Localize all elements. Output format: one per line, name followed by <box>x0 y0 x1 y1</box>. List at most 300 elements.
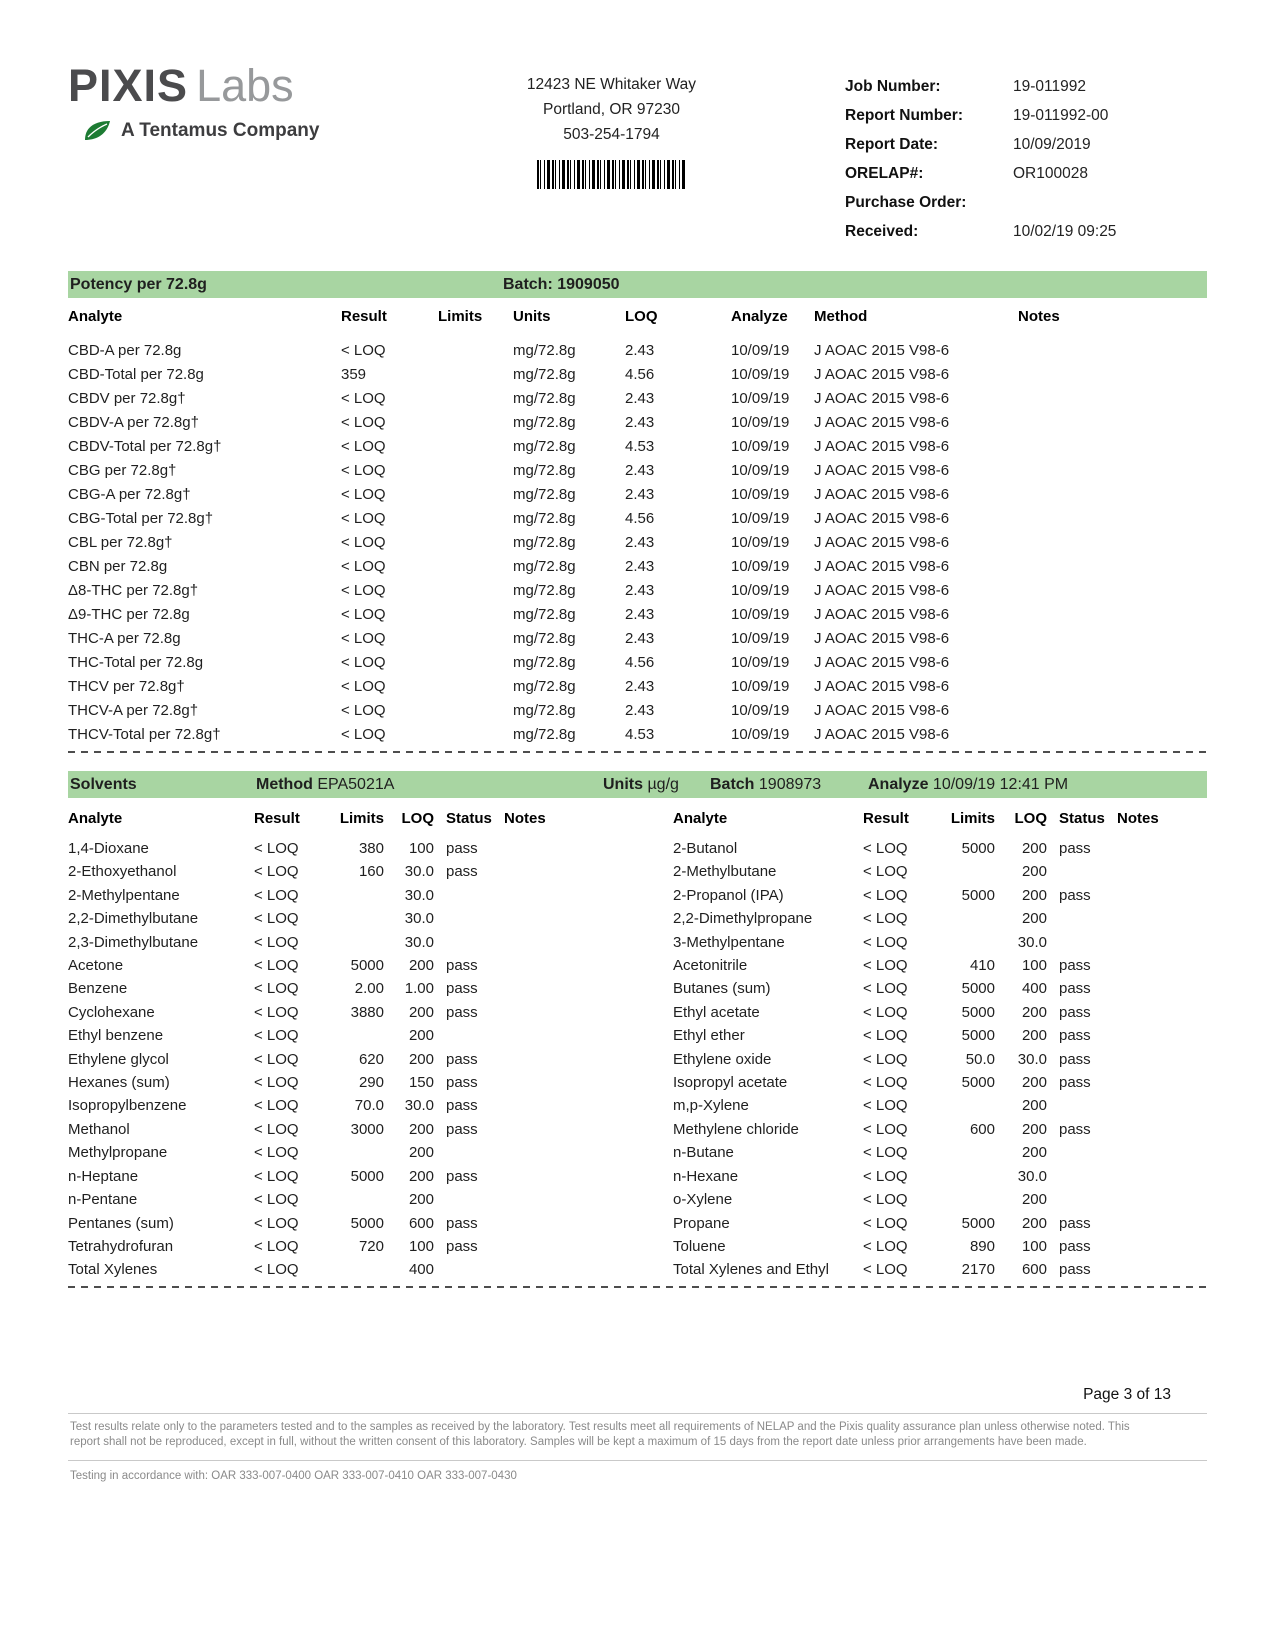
table-cell <box>1117 907 1207 930</box>
table-cell: pass <box>1059 1050 1091 1068</box>
table-cell <box>1117 1258 1207 1281</box>
table-cell <box>504 1188 558 1211</box>
table-cell: 200 <box>1021 840 1047 857</box>
job-number-row <box>845 72 1207 101</box>
table-row <box>673 1071 1207 1094</box>
table-cell <box>943 1165 1007 1188</box>
table-cell: 2,2-Dimethylbutane <box>68 910 199 928</box>
table-cell <box>438 627 513 651</box>
table-cell: < LOQ <box>254 1097 299 1115</box>
report-footer <box>68 1386 1207 1482</box>
purchase-order-row <box>845 188 1207 217</box>
table-row <box>68 1165 558 1188</box>
table-cell: J AOAC 2015 V98-6 <box>814 630 950 647</box>
table-cell <box>943 931 1007 954</box>
solvents-left-header-row <box>68 798 558 837</box>
table-row <box>68 1001 558 1024</box>
table-cell <box>1117 1071 1207 1094</box>
table-cell: 2.43 <box>625 342 655 359</box>
table-cell: 890 <box>969 1237 995 1255</box>
table-cell: Methylene chloride <box>673 1120 799 1138</box>
table-cell: < LOQ <box>341 486 386 503</box>
table-cell: mg/72.8g <box>513 510 576 527</box>
table-cell: pass <box>446 980 478 998</box>
table-row <box>68 1141 558 1164</box>
table-cell: J AOAC 2015 V98-6 <box>814 510 950 527</box>
table-cell: 5000 <box>961 1027 995 1045</box>
table-cell: < LOQ <box>254 1027 299 1045</box>
table-cell: < LOQ <box>254 863 299 881</box>
table-cell <box>1117 884 1207 907</box>
table-cell: 10/09/19 <box>731 582 790 599</box>
table-cell <box>1018 627 1207 651</box>
potency-header-row <box>68 298 1207 339</box>
table-cell: J AOAC 2015 V98-6 <box>814 558 950 575</box>
potency-batch: Batch: 1909050 <box>503 276 620 293</box>
table-cell: CBG per 72.8g† <box>68 462 177 479</box>
table-cell: < LOQ <box>863 863 908 881</box>
table-cell: 200 <box>408 1050 434 1068</box>
table-cell: 200 <box>1021 1003 1047 1021</box>
table-cell <box>1018 339 1207 363</box>
table-cell: mg/72.8g <box>513 414 576 431</box>
table-row <box>68 627 1207 651</box>
table-cell: 30.0 <box>404 886 434 904</box>
table-row <box>68 1024 558 1047</box>
table-cell <box>1117 1048 1207 1071</box>
table-cell <box>504 1165 558 1188</box>
table-cell: < LOQ <box>341 654 386 671</box>
table-cell <box>438 411 513 435</box>
table-cell <box>1117 1188 1207 1211</box>
table-cell: mg/72.8g <box>513 606 576 623</box>
table-cell: 2.43 <box>625 534 655 551</box>
table-cell <box>334 1024 396 1047</box>
table-cell <box>1018 387 1207 411</box>
table-cell: Ethylene glycol <box>68 1050 169 1068</box>
table-cell: pass <box>1059 840 1091 857</box>
table-cell: < LOQ <box>254 1003 299 1021</box>
table-cell: < LOQ <box>254 1237 299 1255</box>
potency-section-bar <box>68 271 1207 298</box>
table-cell: J AOAC 2015 V98-6 <box>814 582 950 599</box>
table-row <box>68 411 1207 435</box>
table-cell: 200 <box>408 1003 434 1021</box>
table-cell: pass <box>446 1167 478 1185</box>
table-cell: 10/09/19 <box>731 534 790 551</box>
table-row <box>68 1235 558 1258</box>
table-cell <box>1117 1094 1207 1117</box>
table-cell: mg/72.8g <box>513 702 576 719</box>
table-cell <box>334 1188 396 1211</box>
table-row <box>68 435 1207 459</box>
table-cell <box>504 1258 558 1281</box>
table-cell: < LOQ <box>254 1167 299 1185</box>
logo-tagline-row <box>82 118 378 143</box>
table-cell <box>1018 507 1207 531</box>
table-cell: < LOQ <box>341 510 386 527</box>
table-cell: 100 <box>1021 957 1047 975</box>
table-cell: mg/72.8g <box>513 558 576 575</box>
table-row <box>68 603 1207 627</box>
table-cell: CBG-Total per 72.8g† <box>68 510 214 527</box>
table-cell <box>334 884 396 907</box>
table-cell <box>1018 603 1207 627</box>
table-cell: 2.43 <box>625 462 655 479</box>
solvents-batch: Batch 1908973 <box>710 776 822 793</box>
column-header-limits: Limits <box>438 308 483 325</box>
table-cell: 10/09/19 <box>731 510 790 527</box>
table-cell <box>504 837 558 860</box>
table-row <box>68 1258 558 1281</box>
potency-table <box>68 298 1207 747</box>
table-row <box>68 579 1207 603</box>
table-cell: Isopropyl acetate <box>673 1074 788 1092</box>
table-cell: 720 <box>358 1237 384 1255</box>
table-row <box>673 884 1207 907</box>
table-cell: J AOAC 2015 V98-6 <box>814 390 950 407</box>
table-cell: 10/09/19 <box>731 366 790 383</box>
table-cell <box>504 1118 558 1141</box>
dashed-separator <box>68 751 1207 753</box>
potency-title: Potency per 72.8g <box>70 276 207 293</box>
table-cell <box>438 435 513 459</box>
logo-tagline: A Tentamus Company <box>121 119 320 141</box>
table-row <box>68 675 1207 699</box>
received-value: 10/02/19 09:25 <box>1013 223 1117 240</box>
table-cell: Total Xylenes and Ethyl <box>673 1261 829 1279</box>
table-cell: 2170 <box>961 1261 995 1279</box>
table-cell <box>1117 1212 1207 1235</box>
leaf-icon <box>82 118 112 143</box>
table-cell <box>1018 483 1207 507</box>
table-cell: pass <box>446 1214 478 1232</box>
table-cell: THCV-Total per 72.8g† <box>68 726 221 743</box>
table-cell: 2.00 <box>354 980 384 998</box>
table-row <box>68 931 558 954</box>
logo-wordmark <box>68 60 378 112</box>
solvents-section-bar <box>68 771 1207 798</box>
table-cell: Acetonitrile <box>673 957 748 975</box>
table-cell: < LOQ <box>863 1120 908 1138</box>
table-row <box>68 1048 558 1071</box>
table-cell: 2.43 <box>625 606 655 623</box>
table-cell: THC-Total per 72.8g <box>68 654 204 671</box>
table-cell: pass <box>1059 1261 1091 1279</box>
column-header-notes: Notes <box>1117 810 1159 827</box>
table-cell: THCV per 72.8g† <box>68 678 185 695</box>
table-cell <box>438 507 513 531</box>
table-cell <box>1059 1188 1117 1211</box>
table-cell: 10/09/19 <box>731 438 790 455</box>
table-cell: < LOQ <box>254 1120 299 1138</box>
column-header-method: Method <box>814 308 868 325</box>
table-cell <box>446 931 504 954</box>
table-row <box>68 339 1207 363</box>
table-cell: CBL per 72.8g† <box>68 534 173 551</box>
table-cell: 10/09/19 <box>731 390 790 407</box>
solvents-table-left <box>68 798 558 1282</box>
column-header-notes: Notes <box>1018 308 1060 325</box>
barcode <box>537 160 687 189</box>
column-header-analyte: Analyte <box>68 308 123 325</box>
table-cell: 2.43 <box>625 486 655 503</box>
table-cell <box>1117 837 1207 860</box>
table-row <box>68 387 1207 411</box>
table-cell: J AOAC 2015 V98-6 <box>814 366 950 383</box>
table-cell: mg/72.8g <box>513 630 576 647</box>
table-cell <box>1018 651 1207 675</box>
table-cell <box>1018 555 1207 579</box>
table-cell <box>1117 977 1207 1000</box>
table-cell: 600 <box>969 1120 995 1138</box>
table-cell <box>504 1094 558 1117</box>
table-cell: pass <box>446 1097 478 1115</box>
table-cell: J AOAC 2015 V98-6 <box>814 726 950 743</box>
table-cell: < LOQ <box>254 933 299 951</box>
table-cell: 200 <box>1021 886 1047 904</box>
table-cell: pass <box>446 957 478 975</box>
table-cell: CBD-A per 72.8g <box>68 342 182 359</box>
table-cell: < LOQ <box>863 840 908 857</box>
table-cell: pass <box>446 840 478 857</box>
table-cell: 1,4-Dioxane <box>68 840 149 857</box>
table-cell: pass <box>1059 1214 1091 1232</box>
table-cell: CBD-Total per 72.8g <box>68 366 204 383</box>
table-cell: 5000 <box>961 980 995 998</box>
table-row <box>68 723 1207 747</box>
table-row <box>68 1071 558 1094</box>
table-cell: 10/09/19 <box>731 486 790 503</box>
table-cell: pass <box>1059 1237 1091 1255</box>
table-cell: 200 <box>1021 863 1047 881</box>
table-cell <box>1059 907 1117 930</box>
table-cell <box>1117 1118 1207 1141</box>
table-cell: 5000 <box>961 1074 995 1092</box>
table-cell: < LOQ <box>341 630 386 647</box>
table-cell: 2-Ethoxyethanol <box>68 863 177 881</box>
table-row <box>68 884 558 907</box>
table-cell: J AOAC 2015 V98-6 <box>814 462 950 479</box>
table-cell: THC-A per 72.8g <box>68 630 181 647</box>
table-cell <box>504 1235 558 1258</box>
table-cell: mg/72.8g <box>513 726 576 743</box>
table-row <box>673 1212 1207 1235</box>
table-cell: mg/72.8g <box>513 486 576 503</box>
table-cell <box>1018 531 1207 555</box>
table-cell: Ethyl acetate <box>673 1003 760 1021</box>
table-cell: Butanes (sum) <box>673 980 771 998</box>
table-cell: mg/72.8g <box>513 678 576 695</box>
table-cell: < LOQ <box>254 910 299 928</box>
column-header-loq: LOQ <box>401 810 434 827</box>
table-cell: 2.43 <box>625 414 655 431</box>
table-cell: < LOQ <box>863 1214 908 1232</box>
column-header-analyte: Analyte <box>68 810 123 827</box>
table-cell: 2.43 <box>625 702 655 719</box>
table-cell: 30.0 <box>404 910 434 928</box>
column-header-result: Result <box>341 308 387 325</box>
table-cell: n-Hexane <box>673 1167 739 1185</box>
table-cell: n-Heptane <box>68 1167 139 1185</box>
table-cell: mg/72.8g <box>513 390 576 407</box>
page-number: Page 3 of 13 <box>1083 1386 1171 1403</box>
column-header-status: Status <box>446 810 492 827</box>
table-cell: 160 <box>358 863 384 881</box>
report-date-row <box>845 130 1207 159</box>
orelap-label: ORELAP#: <box>845 165 924 182</box>
table-cell: pass <box>1059 1003 1091 1021</box>
table-cell <box>446 1188 504 1211</box>
table-cell: 10/09/19 <box>731 414 790 431</box>
table-cell: pass <box>446 1050 478 1068</box>
table-row <box>68 699 1207 723</box>
table-cell <box>334 931 396 954</box>
table-cell: < LOQ <box>341 462 386 479</box>
table-cell <box>504 1212 558 1235</box>
table-cell: 3000 <box>350 1120 384 1138</box>
table-cell: pass <box>1059 1074 1091 1092</box>
report-date-value: 10/09/2019 <box>1013 136 1091 153</box>
table-cell: < LOQ <box>863 1003 908 1021</box>
table-cell: < LOQ <box>341 606 386 623</box>
table-cell: o-Xylene <box>673 1191 733 1209</box>
table-cell <box>438 387 513 411</box>
table-cell <box>438 459 513 483</box>
report-number-value: 19-011992-00 <box>1013 107 1109 124</box>
solvents-method: Method EPA5021A <box>256 776 395 793</box>
table-row <box>673 1048 1207 1071</box>
table-cell <box>504 1024 558 1047</box>
table-cell: pass <box>1059 980 1091 998</box>
table-cell <box>446 1024 504 1047</box>
table-cell <box>943 1188 1007 1211</box>
table-cell: 290 <box>358 1074 384 1092</box>
job-number-label: Job Number: <box>845 78 941 95</box>
table-cell: 600 <box>408 1214 434 1232</box>
table-cell <box>504 907 558 930</box>
table-cell <box>1018 411 1207 435</box>
table-cell: 4.53 <box>625 438 655 455</box>
table-cell: Ethyl ether <box>673 1027 745 1045</box>
table-cell <box>1018 723 1207 747</box>
table-cell: < LOQ <box>863 886 908 904</box>
table-cell: < LOQ <box>254 1144 299 1162</box>
table-cell: Toluene <box>673 1237 726 1255</box>
report-number-label: Report Number: <box>845 107 963 124</box>
table-cell: 200 <box>1021 1191 1047 1209</box>
table-cell: Methylpropane <box>68 1144 168 1162</box>
table-cell: 100 <box>408 1237 434 1255</box>
table-row <box>68 363 1207 387</box>
table-cell: mg/72.8g <box>513 342 576 359</box>
table-cell: 2-Methylpentane <box>68 886 180 904</box>
table-cell: pass <box>446 863 478 881</box>
solvents-tables <box>68 798 1207 1282</box>
table-cell: < LOQ <box>863 957 908 975</box>
table-cell: < LOQ <box>863 1097 908 1115</box>
solvents-title: Solvents <box>70 776 137 793</box>
table-cell: pass <box>1059 957 1091 975</box>
table-cell: 30.0 <box>1017 933 1047 951</box>
table-cell <box>334 1258 396 1281</box>
table-cell: 600 <box>1021 1261 1047 1279</box>
table-cell: 30.0 <box>1017 1050 1047 1068</box>
report-number-row <box>845 101 1207 130</box>
table-cell: J AOAC 2015 V98-6 <box>814 654 950 671</box>
table-cell: CBDV-Total per 72.8g† <box>68 438 222 455</box>
table-cell: < LOQ <box>341 534 386 551</box>
table-cell: 200 <box>408 1027 434 1045</box>
table-cell <box>1117 1024 1207 1047</box>
table-cell: 200 <box>408 1167 434 1185</box>
table-cell: < LOQ <box>341 702 386 719</box>
table-cell: Pentanes (sum) <box>68 1214 174 1232</box>
table-cell: 5000 <box>350 1167 384 1185</box>
table-cell: m,p-Xylene <box>673 1097 749 1115</box>
table-cell: 10/09/19 <box>731 630 790 647</box>
table-cell <box>1018 459 1207 483</box>
purchase-order-value <box>1013 188 1207 217</box>
table-cell <box>438 651 513 675</box>
table-cell: Total Xylenes <box>68 1261 158 1279</box>
column-header-loq: LOQ <box>1014 810 1047 827</box>
table-cell: 5000 <box>350 1214 384 1232</box>
table-cell: Isopropylbenzene <box>68 1097 187 1115</box>
table-cell <box>1117 1141 1207 1164</box>
table-cell: 4.56 <box>625 366 655 383</box>
table-cell: < LOQ <box>341 582 386 599</box>
table-cell <box>438 675 513 699</box>
table-cell <box>504 977 558 1000</box>
table-cell: 359 <box>341 366 367 383</box>
table-cell <box>1018 699 1207 723</box>
table-cell: < LOQ <box>341 390 386 407</box>
table-cell: < LOQ <box>341 678 386 695</box>
table-row <box>673 1165 1207 1188</box>
table-cell: Hexanes (sum) <box>68 1074 170 1092</box>
solvents-units: Units µg/g <box>603 776 679 793</box>
table-cell: pass <box>446 1237 478 1255</box>
table-cell: 2,3-Dimethylbutane <box>68 933 199 951</box>
report-info-block <box>845 60 1207 246</box>
table-row <box>673 931 1207 954</box>
table-cell: 30.0 <box>1017 1167 1047 1185</box>
table-cell: Δ8-THC per 72.8g† <box>68 582 199 599</box>
table-cell: 10/09/19 <box>731 678 790 695</box>
table-cell <box>438 555 513 579</box>
table-cell: CBDV-A per 72.8g† <box>68 414 199 431</box>
table-cell: 2.43 <box>625 630 655 647</box>
table-cell <box>438 723 513 747</box>
job-number-value: 19-011992 <box>1013 78 1086 95</box>
table-cell: < LOQ <box>863 980 908 998</box>
table-row <box>673 1258 1207 1281</box>
table-cell: 200 <box>1021 1120 1047 1138</box>
table-cell: J AOAC 2015 V98-6 <box>814 438 950 455</box>
table-row <box>68 1212 558 1235</box>
table-cell: Ethyl benzene <box>68 1027 164 1045</box>
table-cell <box>504 1071 558 1094</box>
table-cell <box>504 931 558 954</box>
column-header-result: Result <box>254 810 300 827</box>
table-cell: 620 <box>358 1050 384 1068</box>
table-cell: < LOQ <box>254 1074 299 1092</box>
table-row <box>673 1001 1207 1024</box>
column-header-result: Result <box>863 810 909 827</box>
table-cell <box>1117 1165 1207 1188</box>
received-row <box>845 217 1207 246</box>
